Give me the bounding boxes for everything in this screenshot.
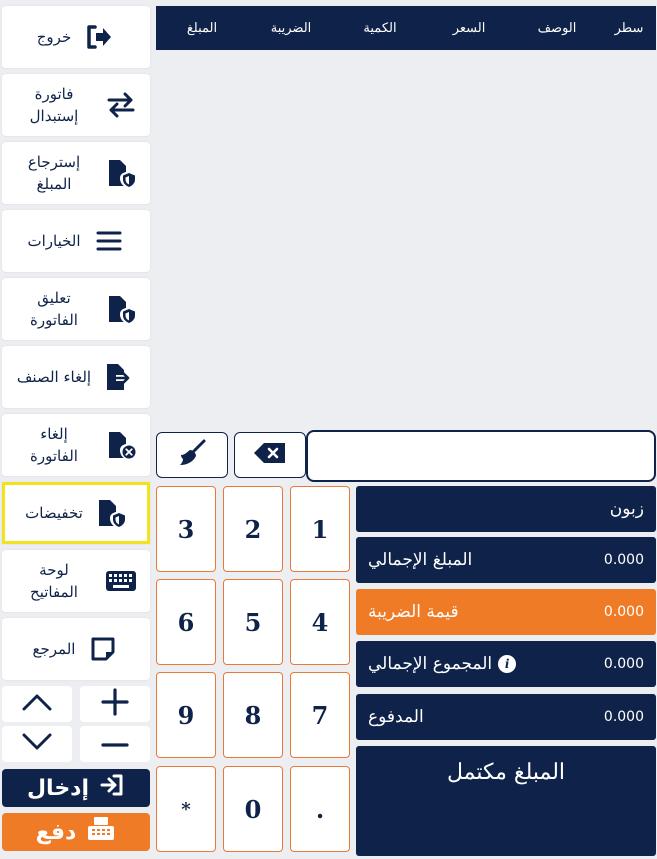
keypad-key-3[interactable]: 3: [156, 486, 216, 572]
minus-icon: [100, 735, 130, 754]
keypad-key-decimal[interactable]: .: [290, 766, 350, 852]
customer-label: زبون: [609, 499, 644, 519]
keypad-key-0[interactable]: 0: [223, 766, 283, 852]
file-shield-icon: [105, 293, 137, 325]
items-table-header: [156, 6, 656, 50]
payment-status-text: المبلغ مكتمل: [446, 760, 566, 785]
options-button[interactable]: [2, 210, 150, 272]
cancel-item-label: إلغاء الصنف: [16, 368, 92, 386]
keypad-key-9[interactable]: 9: [156, 672, 216, 758]
paid-row: [356, 694, 656, 740]
exit-label: خروج: [36, 28, 72, 46]
backspace-icon: [253, 442, 287, 468]
keypad-key-5[interactable]: 5: [223, 579, 283, 665]
file-export-icon: [103, 361, 135, 393]
pay-button[interactable]: [2, 813, 150, 851]
file-shield-icon: [95, 497, 127, 529]
enter-button[interactable]: [2, 769, 150, 807]
payment-status-panel: [356, 746, 656, 856]
keypad-key-2[interactable]: 2: [223, 486, 283, 572]
grand-total-value: 0.000: [603, 656, 644, 672]
arrow-up-button[interactable]: [2, 686, 72, 722]
cancel-item-button[interactable]: [2, 346, 150, 408]
arrow-down-button[interactable]: [2, 726, 72, 762]
grand-total-row: [356, 641, 656, 687]
exchange-invoice-button[interactable]: [2, 74, 150, 136]
keyboard-label: لوحة المفاتيح: [30, 561, 78, 601]
refund-button[interactable]: [2, 142, 150, 204]
reference-button[interactable]: [2, 618, 150, 680]
file-shield-icon: [105, 157, 137, 189]
increase-quantity-button[interactable]: [80, 686, 150, 722]
plus-icon: [100, 687, 130, 721]
file-remove-icon: [105, 429, 137, 461]
options-label: الخيارات: [27, 232, 81, 250]
exchange-invoice-label: فاتورة إستبدال: [29, 85, 79, 125]
cancel-invoice-label: إلغاء الفاتورة: [30, 425, 78, 465]
clear-button[interactable]: [156, 432, 228, 478]
suspend-invoice-label: تعليق الفاتورة: [30, 289, 78, 329]
paid-value: 0.000: [603, 709, 644, 725]
suspend-invoice-button[interactable]: [2, 278, 150, 340]
subtotal-row: [356, 537, 656, 583]
column-header-description: الوصف: [537, 20, 577, 36]
menu-icon: [93, 225, 125, 257]
column-header-quantity: الكمية: [363, 20, 397, 36]
logout-icon: [83, 21, 115, 53]
customer-row[interactable]: [356, 486, 656, 532]
paid-label: المدفوع: [368, 707, 424, 727]
chevron-down-icon: [21, 732, 53, 756]
keypad-key-6[interactable]: 6: [156, 579, 216, 665]
column-header-tax: الضريبة: [270, 20, 312, 36]
keypad-key-4[interactable]: 4: [290, 579, 350, 665]
refund-label: إسترجاع المبلغ: [27, 153, 81, 193]
discounts-label: تخفيضات: [25, 504, 83, 522]
grand-total-label: المجموع الإجمالي: [368, 654, 493, 674]
column-header-amount: المبلغ: [186, 20, 218, 36]
column-header-line: سطر: [614, 20, 644, 36]
cash-register-icon: [86, 816, 116, 848]
info-icon[interactable]: i: [498, 655, 516, 673]
swap-arrows-icon: [105, 89, 137, 121]
keypad-key-multiply[interactable]: *: [156, 766, 216, 852]
keyboard-icon: [105, 565, 137, 597]
discounts-button[interactable]: [2, 482, 150, 544]
keyboard-button[interactable]: [2, 550, 150, 612]
reference-label: المرجع: [32, 640, 76, 658]
cancel-invoice-button[interactable]: [2, 414, 150, 476]
keypad-key-8[interactable]: 8: [223, 672, 283, 758]
broom-icon: [177, 438, 207, 472]
subtotal-label: المبلغ الإجمالي: [368, 550, 473, 570]
chevron-up-icon: [21, 692, 53, 716]
keypad-key-7[interactable]: 7: [290, 672, 350, 758]
pay-label: دفع: [35, 819, 77, 845]
items-list-area: [156, 50, 656, 426]
exit-button[interactable]: [2, 6, 150, 68]
tax-value: 0.000: [603, 604, 644, 620]
login-icon: [99, 773, 125, 803]
subtotal-value: 0.000: [603, 552, 644, 568]
sticky-note-icon: [87, 633, 119, 665]
tax-row: [356, 589, 656, 635]
column-header-price: السعر: [452, 20, 486, 36]
tax-label: قيمة الضريبة: [368, 602, 459, 622]
enter-label: إدخال: [26, 775, 90, 801]
decrease-quantity-button[interactable]: [80, 726, 150, 762]
backspace-button[interactable]: [234, 432, 306, 478]
amount-input[interactable]: [306, 430, 656, 482]
keypad-key-1[interactable]: 1: [290, 486, 350, 572]
